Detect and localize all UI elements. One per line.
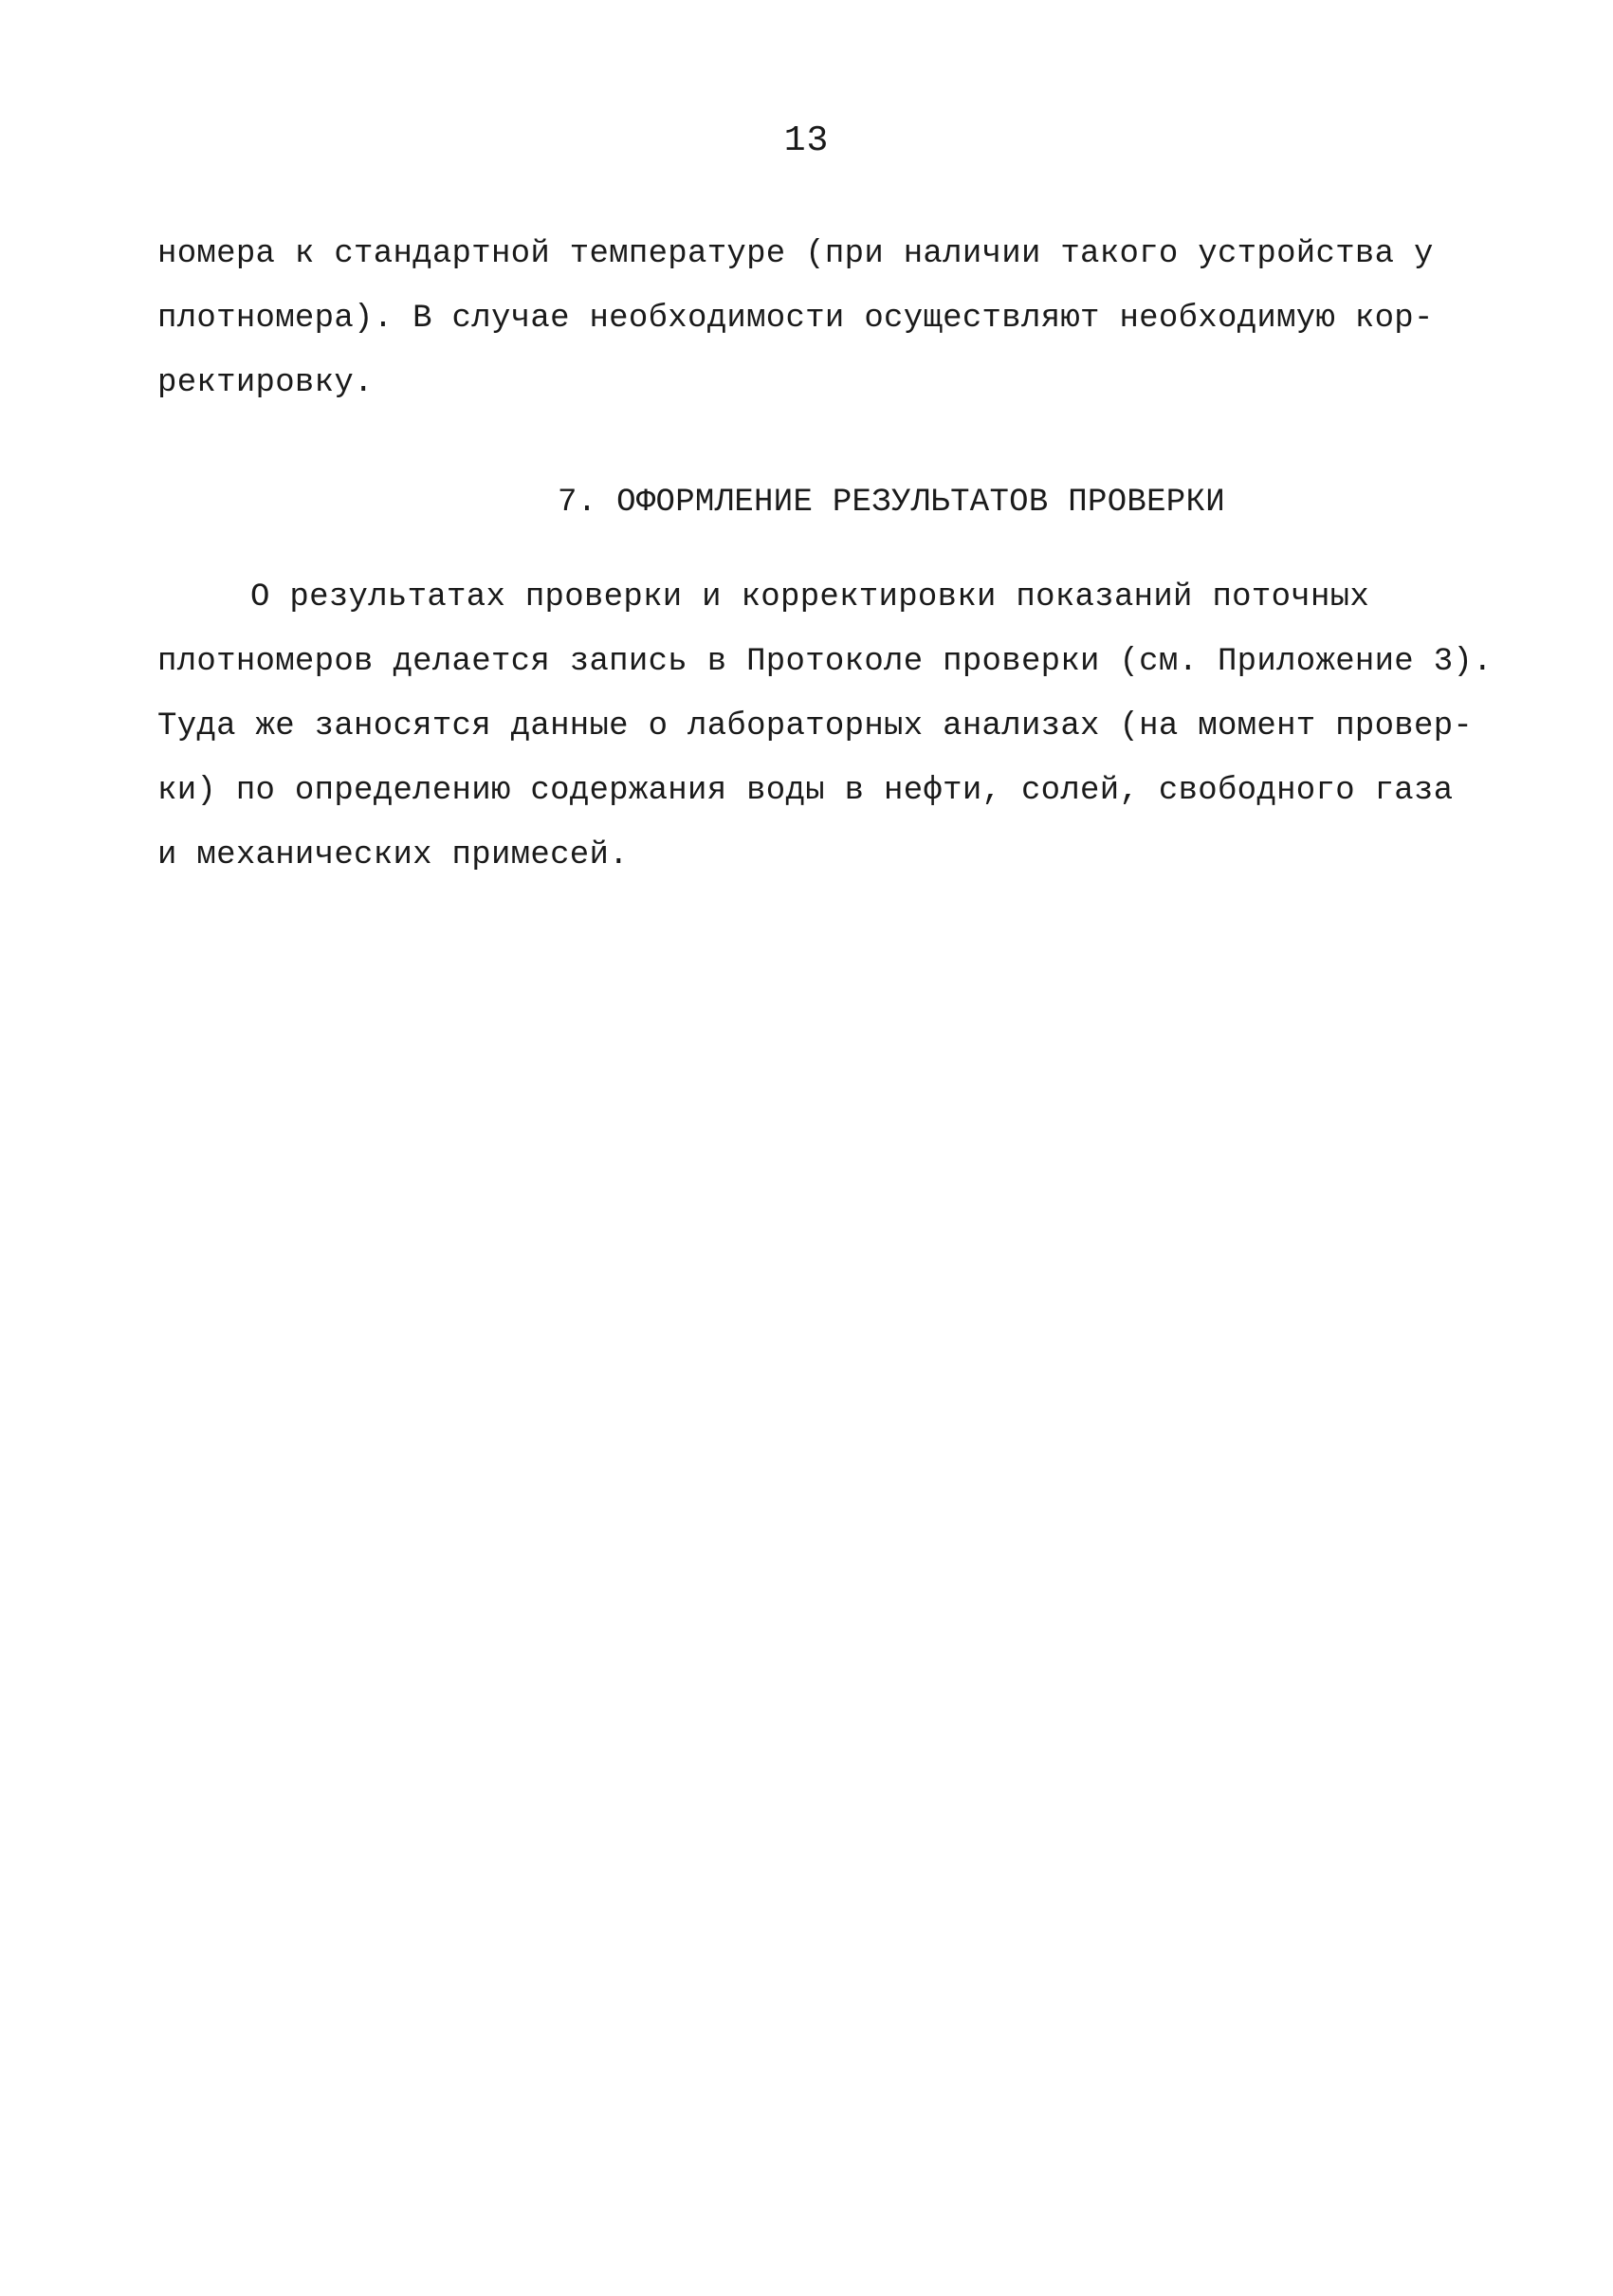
- text-line: номера к стандартной температуре (при наличии такого устройства у: [157, 236, 1434, 272]
- paragraph-continuation: [157, 222, 1485, 415]
- paragraph-results: [157, 565, 1493, 888]
- text-line: и механических примесей.: [157, 837, 629, 873]
- text-line: ки) по определению содержания воды в нефти, солей, свободного газа: [157, 773, 1454, 809]
- text-line: плотномера). В случае необходимости осуществляют необходимую кор-: [157, 301, 1434, 337]
- section-heading: 7. ОФОРМЛЕНИЕ РЕЗУЛЬТАТОВ ПРОВЕРКИ: [558, 485, 1225, 521]
- text-line: ректировку.: [157, 365, 374, 401]
- text-line: О результатах проверки и корректировки показаний поточных: [250, 579, 1370, 615]
- text-line: плотномеров делается запись в Протоколе проверки (см. Приложение 3).: [157, 644, 1493, 680]
- text-line: Туда же заносятся данные о лабораторных анализах (на момент провер-: [157, 708, 1474, 744]
- page-number: 13: [783, 120, 830, 161]
